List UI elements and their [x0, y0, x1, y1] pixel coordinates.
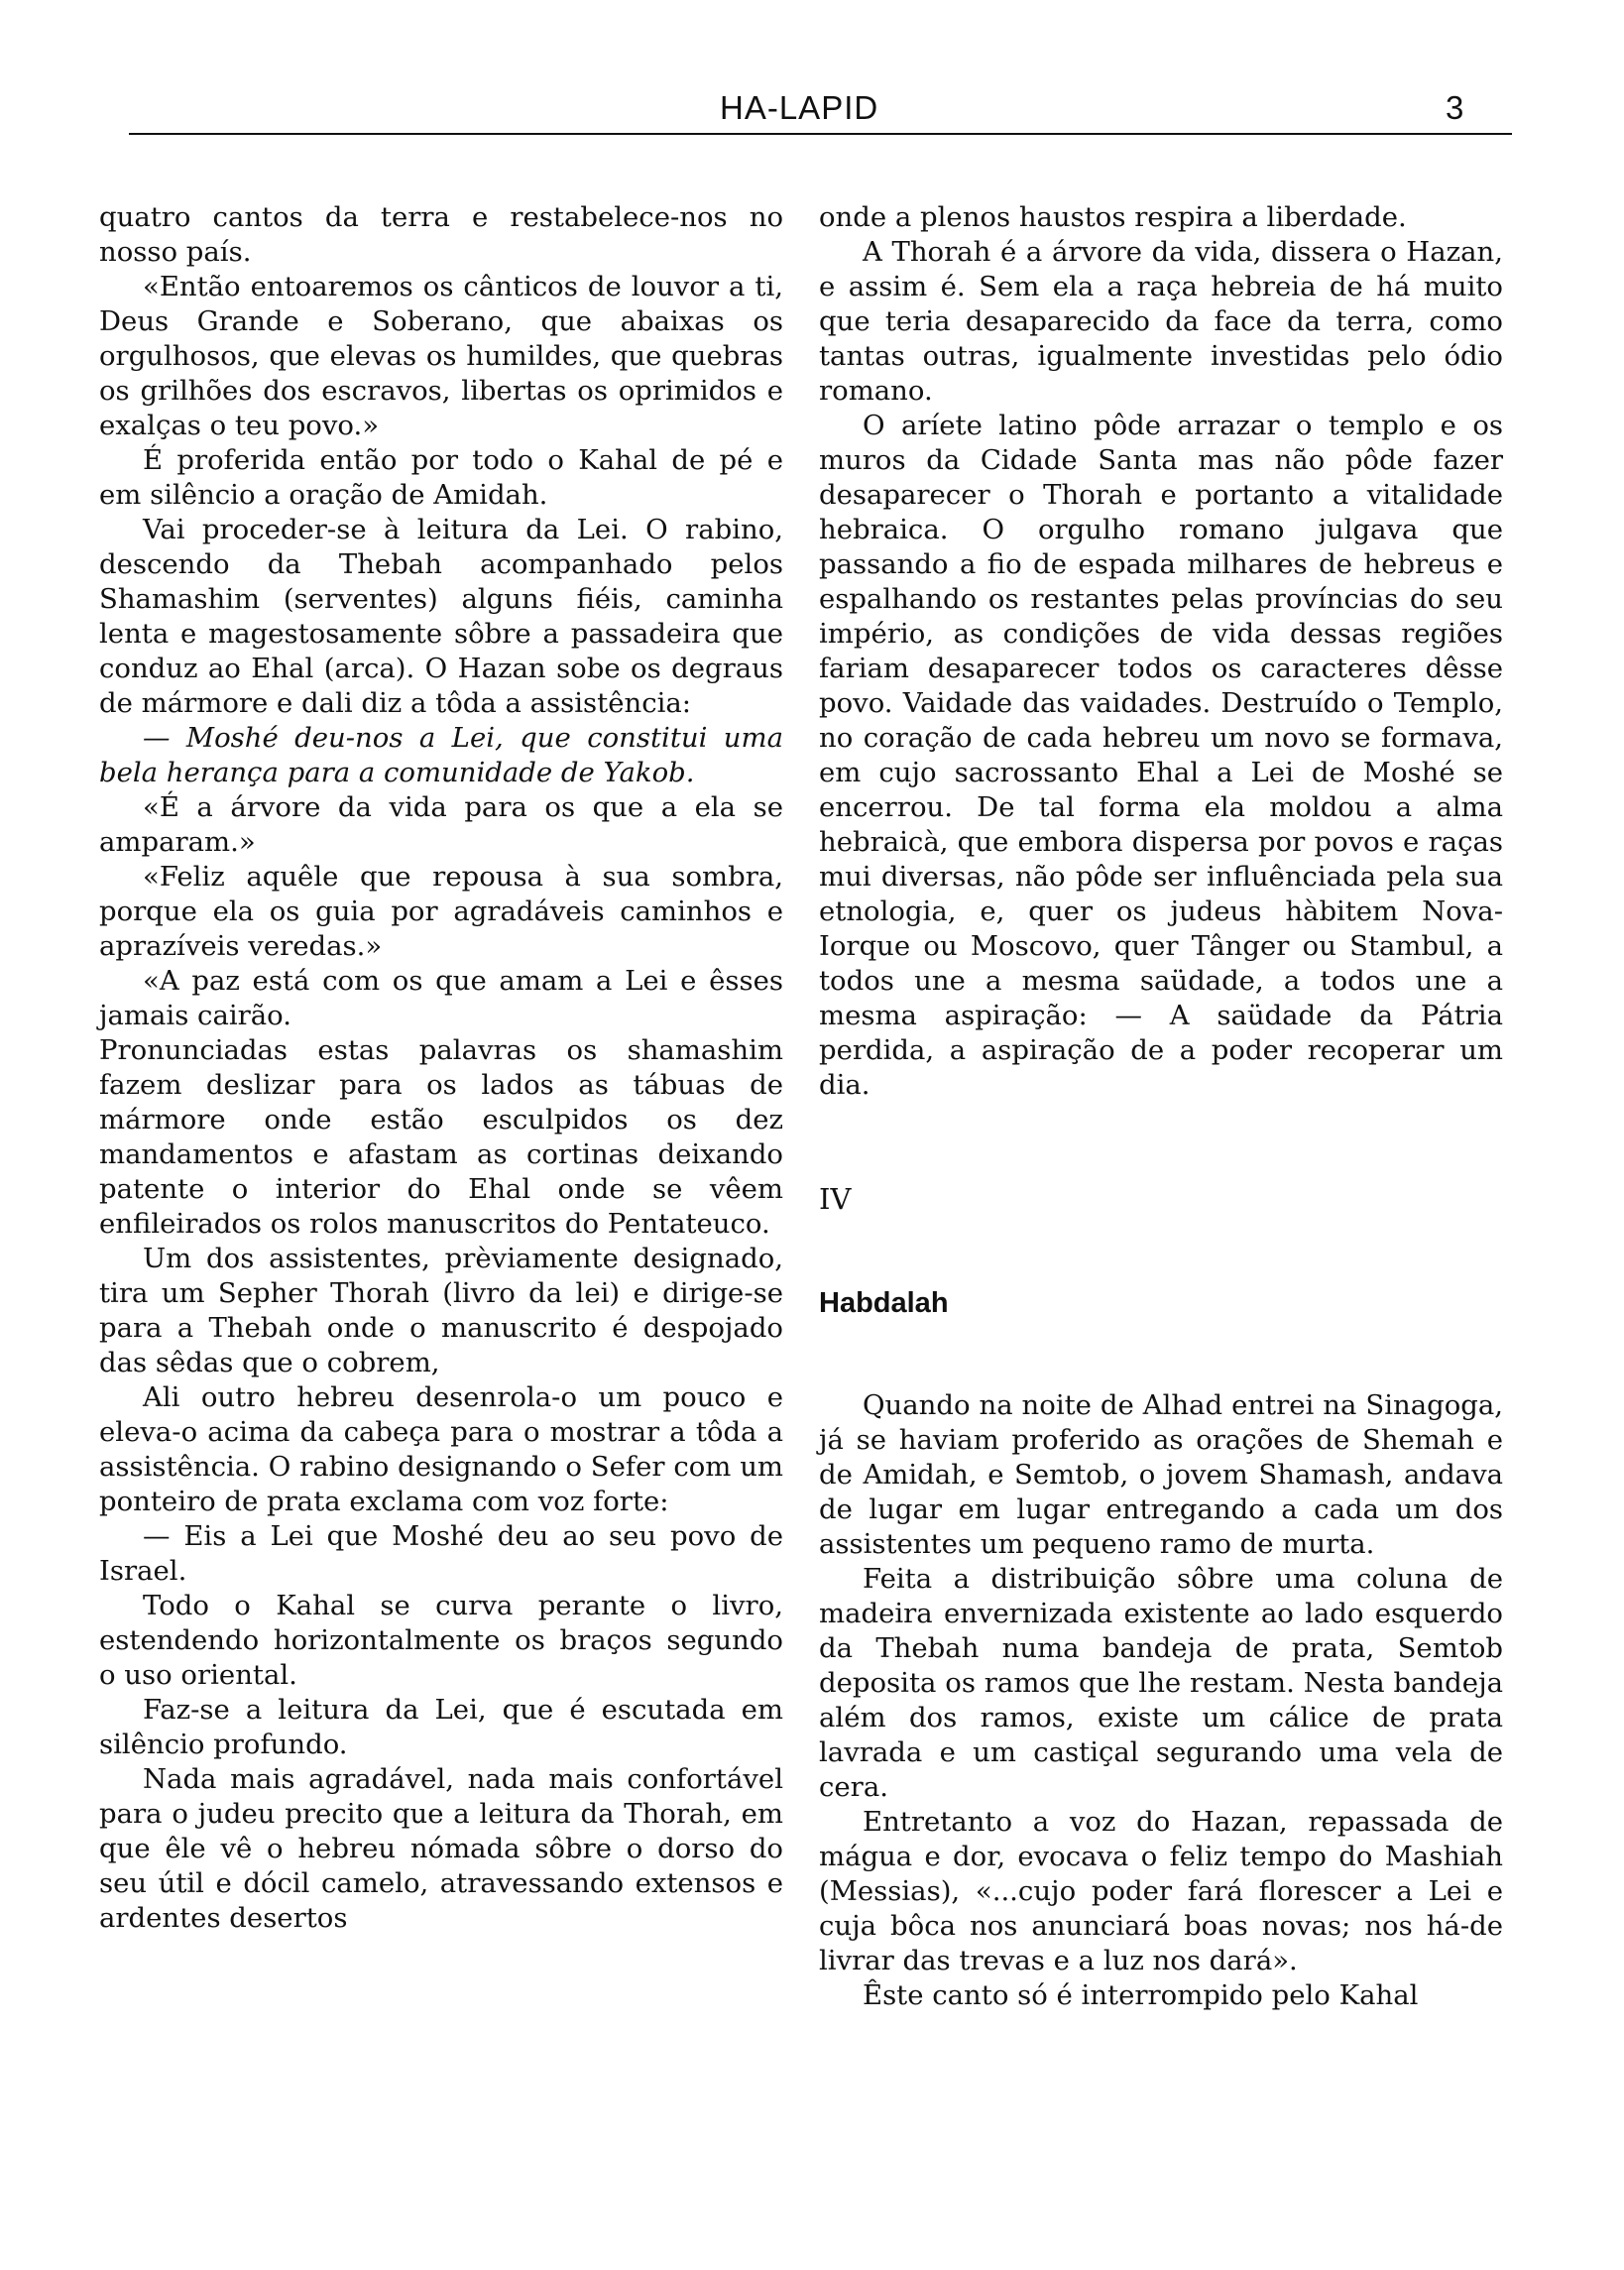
paragraph: Êste canto só é interrompido pelo Kahal	[863, 1979, 1419, 2011]
paragraph: Faz-se a leitura da Lei, que é escutada em silêncio profundo.	[99, 1694, 783, 1760]
paragraph: Nada mais agradável, nada mais confortável para o judeu precito que a leitura da Thorah, em que êle vê o hebreu nómada sôbre o dorso do seu útil e dócil camelo, atravessando extensos e ardentes desertos	[99, 1763, 783, 1934]
paragraph: Pronunciadas estas palavras os shamashim fazem deslizar para os lados as tábuas de mármore onde estão esculpidos os dez mandamentos e afastam as cortinas deixando patente o interior do Ehal onde se vêem enfileirados os rolos manuscritos do Pentateuco.	[99, 1034, 783, 1240]
section-title: Habdalah	[819, 1287, 949, 1319]
paragraph: quatro cantos da terra e restabelece-nos no nosso país.	[99, 201, 783, 268]
paragraph: «A paz está com os que amam a Lei e êsses jamais cairão.	[99, 965, 783, 1031]
paragraph: onde a plenos haustos respira a liberdade.	[819, 201, 1407, 233]
paragraph: Vai proceder-se à leitura da Lei. O rabino, descendo da Thebah acompanhado pelos Shamashim (serventes) alguns fiéis, caminha lenta e magestosamente sôbre a passadeira que conduz ao Ehal (arca). O Hazan sobe os degraus de mármore e dali diz a tôda a assistência:	[99, 514, 783, 719]
paragraph: Um dos assistentes, prèviamente designado, tira um Sepher Thorah (livro da lei) e dirige-se para a Thebah onde o manuscrito é despojado das sêdas que o cobrem,	[99, 1243, 783, 1378]
paragraph: Entretanto a voz do Hazan, repassada de mágua e dor, evocava o feliz tempo do Mashiah (Messias), «...cujo poder fará florescer a Lei e cuja bôca nos anunciará boas novas; nos há-de livrar das trevas e a luz nos dará».	[819, 1806, 1503, 1976]
paragraph: Quando na noite de Alhad entrei na Sinagoga, já se haviam proferido as orações de Shemah e de Amidah, e Semtob, o jovem Shamash, andava de lugar em lugar entregando a cada um dos assistentes um pequeno ramo de murta.	[819, 1389, 1503, 1560]
paragraph: A Thorah é a árvore da vida, dissera o Hazan, e assim é. Sem ela a raça hebreia de há muito que teria desaparecido da face da terra, como tantas outras, igualmente investidas pelo ódio romano.	[819, 236, 1503, 407]
right-column	[819, 200, 1503, 2013]
paragraph: Todo o Kahal se curva perante o livro, estendendo horizontalmente os braços segundo o uso oriental.	[99, 1590, 783, 1691]
paragraph: «É a árvore da vida para os que a ela se amparam.»	[99, 791, 783, 858]
left-column	[99, 200, 783, 1936]
paragraph: «Feliz aquêle que repousa à sua sombra, porque ela os guia por agradáveis caminhos e aprazíveis veredas.»	[99, 861, 783, 962]
paragraph: Feita a distribuição sôbre uma coluna de madeira envernizada existente ao lado esquerdo da Thebah numa bandeja de prata, Semtob deposita os ramos que lhe restam. Nesta bandeja além dos ramos, existe um cálice de prata lavrada e um castiçal segurando uma vela de cera.	[819, 1563, 1503, 1803]
paragraph: — Moshé deu-nos a Lei, que constitui uma bela herança para a comunidade de Yakob.	[99, 722, 783, 788]
section-number: IV	[819, 1182, 852, 1216]
running-header-title: HA-LAPID	[720, 89, 879, 126]
paragraph: Ali outro hebreu desenrola-o um pouco e eleva-o acima da cabeça para o mostrar a tôda a assistência. O rabino designando o Sefer com um ponteiro de prata exclama com voz forte:	[99, 1381, 783, 1517]
page-number: 3	[1446, 89, 1464, 126]
paragraph: «Então entoaremos os cânticos de louvor a ti, Deus Grande e Soberano, que abaixas os orgulhosos, que elevas os humildes, que quebras os grilhões dos escravos, libertas os oprimidos e exalças o teu povo.»	[99, 271, 783, 441]
paragraph: — Eis a Lei que Moshé deu ao seu povo de Israel.	[99, 1520, 783, 1587]
header-rule	[129, 133, 1512, 135]
paragraph: O aríete latino pôde arrazar o templo e os muros da Cidade Santa mas não pôde fazer desaparecer o Thorah e portanto a vitalidade hebraica. O orgulho romano julgava que passando a fio de espada milhares de hebreus e espalhando os restantes pelas províncias do seu império, as condições de vida dessas regiões fariam desaparecer todos os caracteres dêsse povo. Vaidade das vaidades. Destruído o Templo, no coração de cada hebreu um novo se formava, em cujo sacrossanto Ehal a Lei de Moshé se encerrou. De tal forma ela moldou a alma hebraicà, que embora dispersa por povos e raças mui diversas, não pôde ser influênciada pela sua etnologia, e, quer os judeus hàbitem Nova-Iorque ou Moscovo, quer Tânger ou Stambul, a todos une a mesma saüdade, a todos une a mesma aspiração: — A saüdade da Pátria perdida, a aspiração de a poder recoperar um dia.	[819, 410, 1503, 1101]
paragraph: É proferida então por todo o Kahal de pé e em silêncio a oração de Amidah.	[99, 444, 783, 511]
